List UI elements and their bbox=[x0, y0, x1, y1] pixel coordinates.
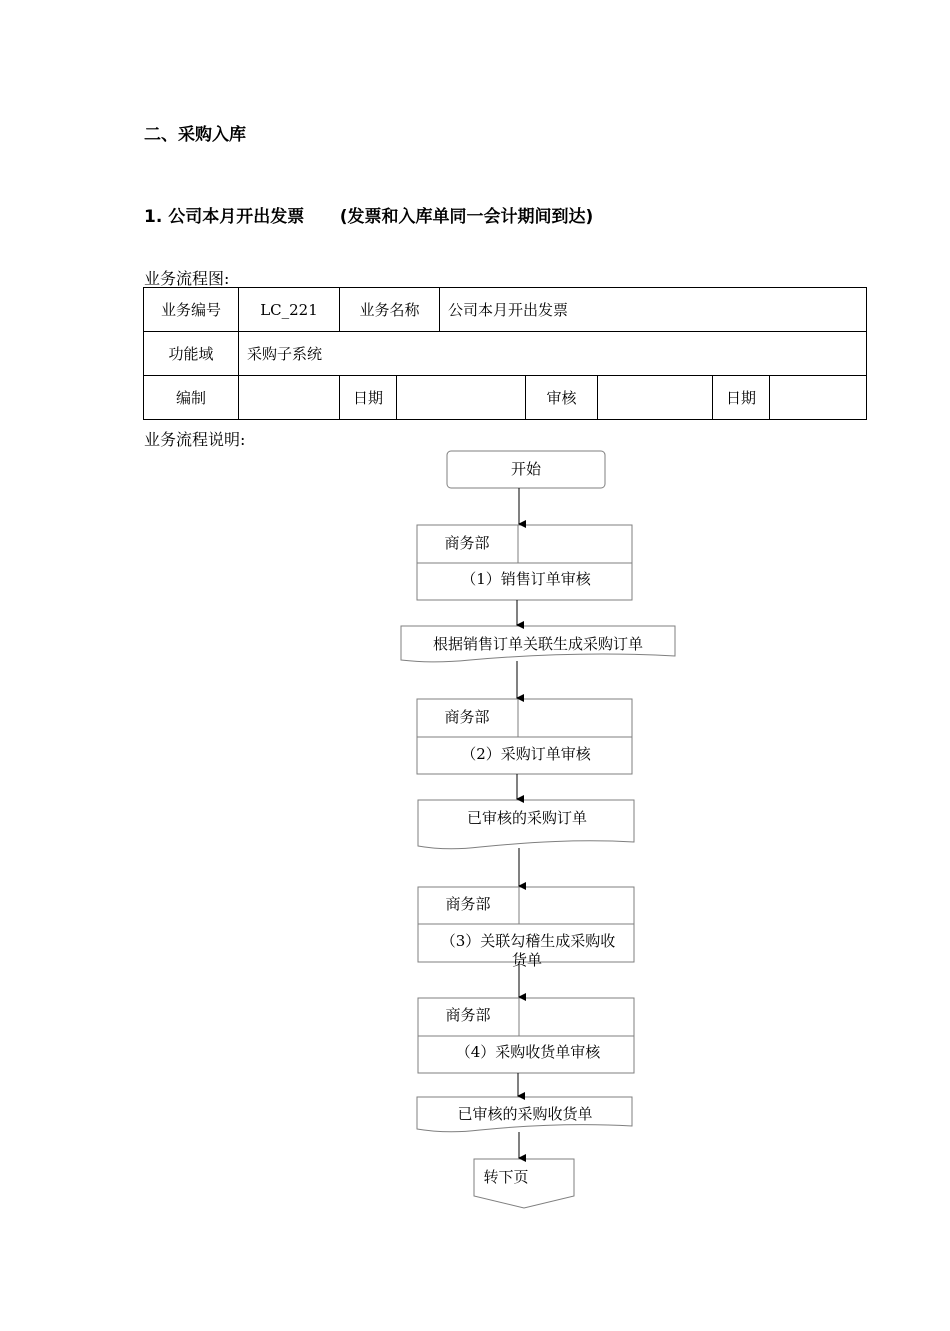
document-3-label: 已审核的采购收货单 bbox=[457, 1105, 593, 1123]
step2-label: （2）采购订单审核 bbox=[461, 745, 591, 763]
description-label: 业务流程说明: bbox=[144, 430, 246, 449]
document-2-label: 已审核的采购订单 bbox=[466, 809, 588, 827]
biz-no-label: 业务编号 bbox=[144, 288, 239, 332]
step4-label: （4）采购收货单审核 bbox=[455, 1043, 601, 1061]
document-1-label: 根据销售订单关联生成采购订单 bbox=[432, 635, 644, 653]
step2-dept-label: 商务部 bbox=[444, 708, 490, 726]
date-label-2: 日期 bbox=[713, 376, 770, 420]
domain-label: 功能域 bbox=[144, 332, 239, 376]
step3-label-line1: （3）关联勾稽生成采购收 bbox=[440, 932, 616, 950]
subsection-title: 1. 公司本月开出发票 (发票和入库单同一会计期间到达) bbox=[144, 207, 594, 227]
biz-name-label: 业务名称 bbox=[340, 288, 440, 332]
flowchart-label: 业务流程图: bbox=[144, 269, 230, 288]
start-label: 开始 bbox=[510, 460, 542, 478]
step4-dept-label: 商务部 bbox=[445, 1006, 491, 1024]
section-title: 二、采购入库 bbox=[144, 125, 246, 145]
domain-value: 采购子系统 bbox=[239, 332, 867, 376]
date-label-1: 日期 bbox=[340, 376, 397, 420]
author-label: 编制 bbox=[144, 376, 239, 420]
review-label: 审核 bbox=[526, 376, 598, 420]
next-page-label: 转下页 bbox=[483, 1168, 529, 1186]
step1-label: （1）销售订单审核 bbox=[461, 570, 591, 588]
step3-dept-label: 商务部 bbox=[445, 895, 491, 913]
step1-dept-label: 商务部 bbox=[444, 534, 490, 552]
biz-name-value: 公司本月开出发票 bbox=[440, 288, 867, 332]
biz-no-value: LC_221 bbox=[239, 288, 340, 332]
step3-label-line2: 货单 bbox=[511, 951, 543, 969]
